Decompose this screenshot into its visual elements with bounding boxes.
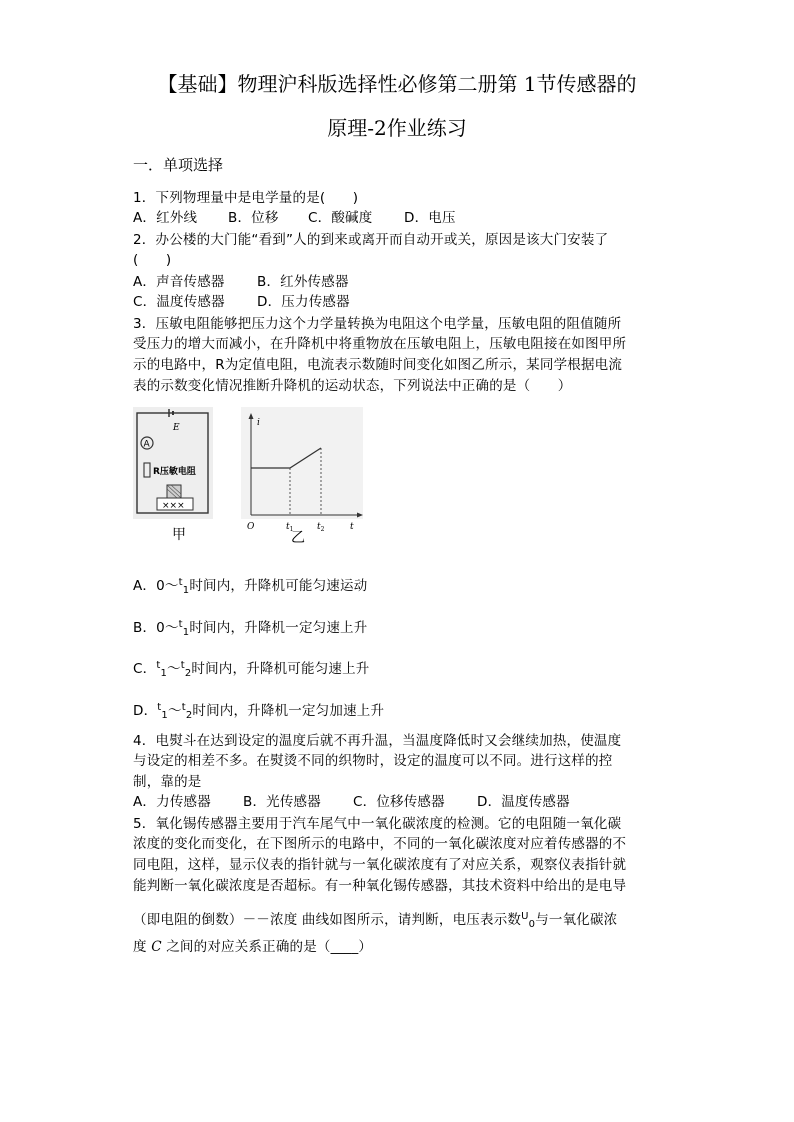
q3-stem-3: 示的电路中，R为定值电阻，电流表示数随时间变化如图乙所示，某同学根据电流 [133, 357, 623, 373]
q5-stem-6: 度 C 之间的对应关系正确的是（____） [133, 939, 373, 955]
q5-stem-5: （即电阻的倒数）－－浓度 曲线如图所示，请判断，电压表示数$^U_0$与一氧化碳浓 [133, 911, 618, 930]
q1-options [133, 206, 456, 226]
q2-option-c: C．温度传感器 [133, 294, 225, 310]
piezoresistor-marks: ××× [162, 501, 185, 511]
resistor-r [144, 463, 150, 477]
section-heading: 一．单项选择 [133, 156, 224, 174]
ammeter-label: A [143, 439, 150, 450]
q1-option-d: D．电压 [404, 210, 456, 226]
q4-stem-1: 4．电熨斗在达到设定的温度后就不再升温，当温度降低时又会继续加热，使温度 [133, 733, 622, 749]
q4-stem-3: 制，靠的是 [133, 774, 202, 790]
current-time-graph-yi [241, 407, 363, 533]
q1-option-b: B．位移 [228, 210, 279, 226]
title-line-1: 【基础】物理沪科版选择性必修第二册第 1节传感器的 [157, 72, 637, 96]
q3-option-b: B．0～$^t_1$时间内，升降机一定匀速上升 [133, 619, 368, 638]
q3-stem-1: 3．压敏电阻能够把压力这个力学量转换为电阻这个电学量，压敏电阻的阻值随所 [133, 316, 622, 332]
q3-option-c: C．$^t_1$～$^t_2$时间内，升降机可能匀速上升 [133, 660, 370, 679]
piezoresistor-label: R压敏电阻 [153, 467, 196, 477]
q3-stem-2: 受压力的增大而减小，在升降机中将重物放在压敏电阻上，压敏电阻接在如图甲所 [133, 336, 627, 352]
graph-tick-t1: $t_1$ [286, 522, 294, 533]
q4-stem-2: 与设定的相差不多。在熨烫不同的织物时，设定的温度可以不同。进行这样的控 [133, 753, 613, 769]
q2-option-b: B．红外传感器 [257, 274, 349, 290]
battery-label-e: E [173, 423, 180, 433]
q5-stem-3: 同电阻，这样，显示仪表的指针就与一氧化碳浓度有了对应关系，观察仪表指针就 [133, 857, 627, 873]
q2-option-d: D．压力传感器 [257, 294, 350, 310]
figure-caption-yi: 乙 [291, 530, 305, 546]
q2-options-row-1 [133, 270, 349, 290]
q4-option-d: D．温度传感器 [477, 794, 570, 810]
graph-axis-label-t: t [350, 522, 354, 532]
q2-options-row-2 [133, 290, 350, 310]
q3-option-a: A．0～$^t_1$时间内，升降机可能匀速运动 [133, 577, 368, 596]
q1-option-a: A．红外线 [133, 210, 198, 226]
q5-stem-4: 能判断一氧化碳浓度是否超标。有一种氧化锡传感器，其技术资料中给出的是电导 [133, 878, 627, 894]
q2-stem-1: 2．办公楼的大门能“看到”人的到来或离开而自动开或关，原因是该大门安装了 [133, 232, 609, 248]
q5-stem-1: 5．氧化锡传感器主要用于汽车尾气中一氧化碳浓度的检测。它的电阻随一氧化碳 [133, 816, 622, 832]
graph-axis-label-i: i [257, 418, 260, 428]
q4-option-b: B．光传感器 [243, 794, 321, 810]
figure-caption-jia: 甲 [172, 527, 186, 543]
q5-stem-2: 浓度的变化而变化，在下图所示的电路中，不同的一氧化碳浓度对应着传感器的不 [133, 836, 627, 852]
graph-origin-label: O [247, 522, 255, 532]
q2-stem-2: ( ) [133, 252, 172, 268]
title-line-2: 原理-2作业练习 [327, 116, 467, 140]
q1-stem: 1．下列物理量中是电学量的是( ) [133, 190, 359, 206]
circuit-diagram-jia [133, 407, 213, 519]
graph-tick-t2: $t_2$ [317, 522, 325, 533]
q3-stem-4: 表的示数变化情况推断升降机的运动状态，下列说法中正确的是（ ） [133, 378, 572, 394]
q4-option-c: C．位移传感器 [353, 794, 445, 810]
q3-option-d: D．$^t_1$～$^t_2$时间内，升降机一定匀加速上升 [133, 702, 385, 721]
q3-figure [133, 405, 373, 540]
q1-option-c: C．酸碱度 [308, 210, 373, 226]
q2-option-a: A．声音传感器 [133, 274, 225, 290]
q4-options [133, 790, 570, 810]
q3-figure-svg [133, 405, 373, 540]
q4-option-a: A．力传感器 [133, 794, 211, 810]
